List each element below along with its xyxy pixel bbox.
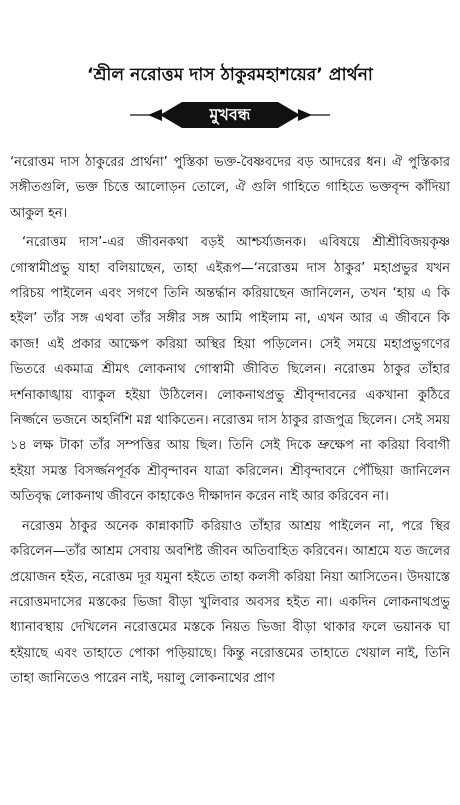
- section-banner: [0, 100, 460, 130]
- body-text: [10, 150, 450, 692]
- paragraph: নরোত্তম ঠাকুর অনেক কান্নাকাটি করিয়াও তাঁহার আশ্রয় পাইলেন না, পরে স্থির করিলেন—তাঁর আশ্রম সেবায় অবশিষ্ট জীবন অতিবাহিত করিবেন। আশ্রমে যত জলের প্রয়োজন হইত, নরোত্তম দূর যমুনা হইতে তাহা কলসী করিয়া নিয়া আসিতেন। উদয়াস্তে নরোত্তমদাসের মস্তকের ভিজা বীড়া খুলিবার অবসর হইত না। একদিন লোকনাথপ্রভু ধ্যানাবস্থায় দেখিলেন নরোত্তমের মস্তকে নিয়ত ভিজা বীড়া থাকার ফলে ভয়ানক ঘা হইয়াছে এবং তাহাতে পোকা পড়িয়াছে। কিন্তু নরোত্তমের তাহাতে খেয়াল নাই, তিনি তাহা জানিতেও পারেন নাই, দয়ালু লোকনাথের প্রাণ: [10, 518, 450, 687]
- page-title: ‘শ্রীল নরোত্তম দাস ঠাকুরমহাশয়ের’ প্রার্থনা: [87, 65, 373, 85]
- section-heading: মুখবন্ধ: [209, 105, 251, 124]
- paragraph: ‘নরোত্তম দাস’-এর জীবনকথা বড়ই আশ্চর্য্যজনক। এবিষয়ে শ্রীশ্রীবিজয়কৃষ্ণ গোস্বামীপ্রভু যাহা বলিয়াছেন, তাহা এইরূপ—‘নরোত্তম দাস ঠাকুর’ মহাপ্রভুর যখন পরিচয় পাইলেন এবং সগণে তিনি অন্তর্দ্ধান করিয়াছেন জানিলেন, তখন ‘হায় এ কি হইল’ তাঁর সঙ্গ এথবা তাঁর সঙ্গীর সঙ্গ আমি পাইলাম না, এখন আর এ জীবনে কি কাজ! এই প্রকার আক্ষেপ করিয়া অস্থির হিয়া পড়িলেন। সেই সময়ে মহাপ্রভুগণের ভিতরে একমাত্র শ্রীমৎ লোকনাথ গোস্বামী জীবিত ছিলেন। নরোত্তম ঠাকুর তাঁহার দর্শনাকাঙ্খায় ব্যাকুল হইয়া উঠিলেন। লোকনাথপ্রভু শ্রীবৃন্দাবনের একখানা কুঠিরে নির্জ্জনে ভজনে অহর্নিশি মগ্ন থাকিতেন। নরোত্তম দাস ঠাকুর রাজপুত্র ছিলেন। সেই সময় ১৪ লক্ষ টাকা তাঁর সম্পত্তির আয় ছিল। তিনি সেই দিকে ভ্রুক্ষেপ না করিয়া বিবাগী হইয়া সমস্ত বিসর্জ্জনপূর্বক শ্রীবৃন্দাবন যাত্রা করিলেন। শ্রীবৃন্দাবনে পৌঁছিয়া জানিলেন অতিবৃদ্ধ লোকনাথ জীবনে কাহাকেও দীক্ষাদান করেন নাই আর করিবেন না।: [10, 235, 450, 505]
- paragraph: ‘নরোত্তম দাস ঠাকুরের প্রার্থনা’ পুস্তিকা ভক্ত-বৈষ্ণবদের বড় আদরের ধন। ঐ পুস্তিকার সঙ্গীতগুলি, ভক্ত চিত্তে আলোড়ন তোলে, ঐ গুলি গাহিতে গাহিতে ভক্তবৃন্দ কাঁদিয়া আকুল হন।: [10, 155, 450, 221]
